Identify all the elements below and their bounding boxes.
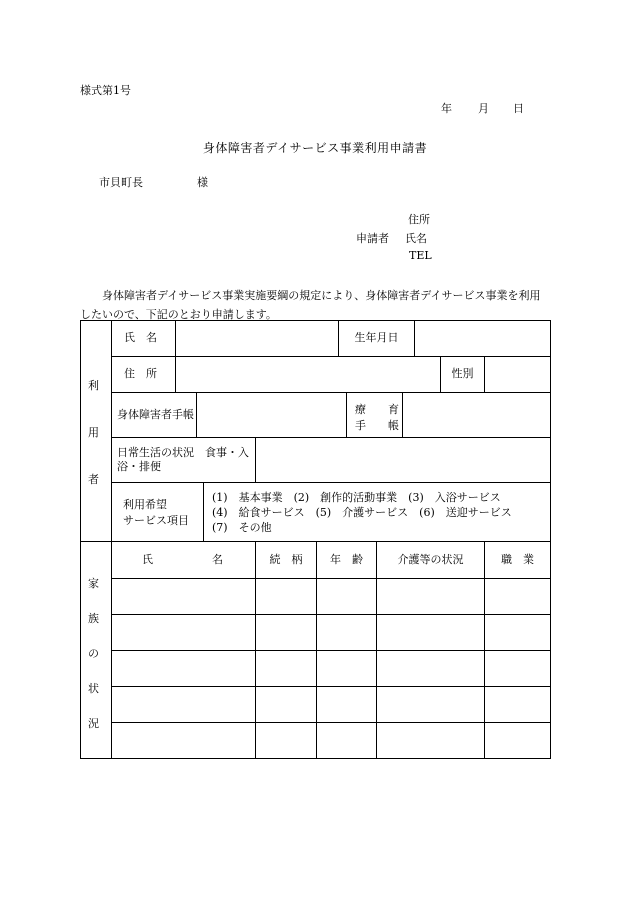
desired-service-label-line1: 利用希望 (123, 498, 167, 511)
addressee-name: 市貝町長 (99, 176, 143, 189)
family-col-age: 年 齢 (330, 553, 363, 566)
service-options-line1: (1) 基本事業 (2) 創作的活動事業 (3) 入浴サービス (212, 491, 501, 504)
user-address-label: 住 所 (124, 367, 157, 380)
disability-handbook-label: 身体障害者手帳 (117, 408, 194, 421)
applicant-label: 申請者 (356, 232, 389, 245)
family-side-label-char: 状 (88, 682, 99, 695)
applicant-address-label: 住所 (408, 213, 430, 226)
user-side-label-char: 者 (88, 473, 99, 486)
birthdate-label: 生年月日 (354, 331, 399, 344)
date-month-label: 月 (478, 102, 489, 115)
service-options-line2: (4) 給食サービス (5) 介護サービス (6) 送迎サービス (212, 506, 512, 519)
daily-life-label: 日常生活の状況 食事・入浴・排便 (117, 446, 249, 473)
family-col-care: 介護等の状況 (397, 553, 464, 566)
desired-service-label-line2: サービス項目 (123, 514, 189, 527)
user-side-label-char: 利 (88, 379, 99, 392)
ryoiku-label-line2: 手 帳 (355, 419, 399, 432)
gender-label: 性別 (451, 367, 474, 380)
family-col-job: 職 業 (501, 553, 534, 566)
user-name-label: 氏 名 (124, 331, 157, 344)
form-number: 様式第1号 (80, 84, 131, 97)
applicant-tel-label: TEL (409, 249, 432, 262)
family-side-label-char: 況 (88, 717, 99, 730)
family-side-label-char: 族 (88, 612, 99, 625)
service-options-line3: (7) その他 (212, 521, 272, 534)
request-body-text: 身体障害者デイサービス事業実施要綱の規定により、身体障害者デイサービス事業を利用したいので、下記のとおり申請します。 (80, 289, 541, 321)
family-col-name-a: 氏 (142, 553, 153, 566)
addressee-honorific: 様 (197, 176, 208, 189)
applicant-name-label: 氏名 (405, 232, 427, 245)
date-year-label: 年 (441, 102, 452, 115)
family-side-label-char: の (88, 647, 99, 660)
family-side-label-char: 家 (88, 577, 99, 590)
document-title: 身体障害者デイサービス事業利用申請書 (202, 141, 428, 155)
date-day-label: 日 (513, 102, 524, 115)
user-side-label-char: 用 (88, 426, 99, 439)
family-col-name-b: 名 (212, 553, 223, 566)
family-col-relation: 続 柄 (269, 553, 303, 566)
ryoiku-label-line1: 療 育 (355, 403, 399, 416)
